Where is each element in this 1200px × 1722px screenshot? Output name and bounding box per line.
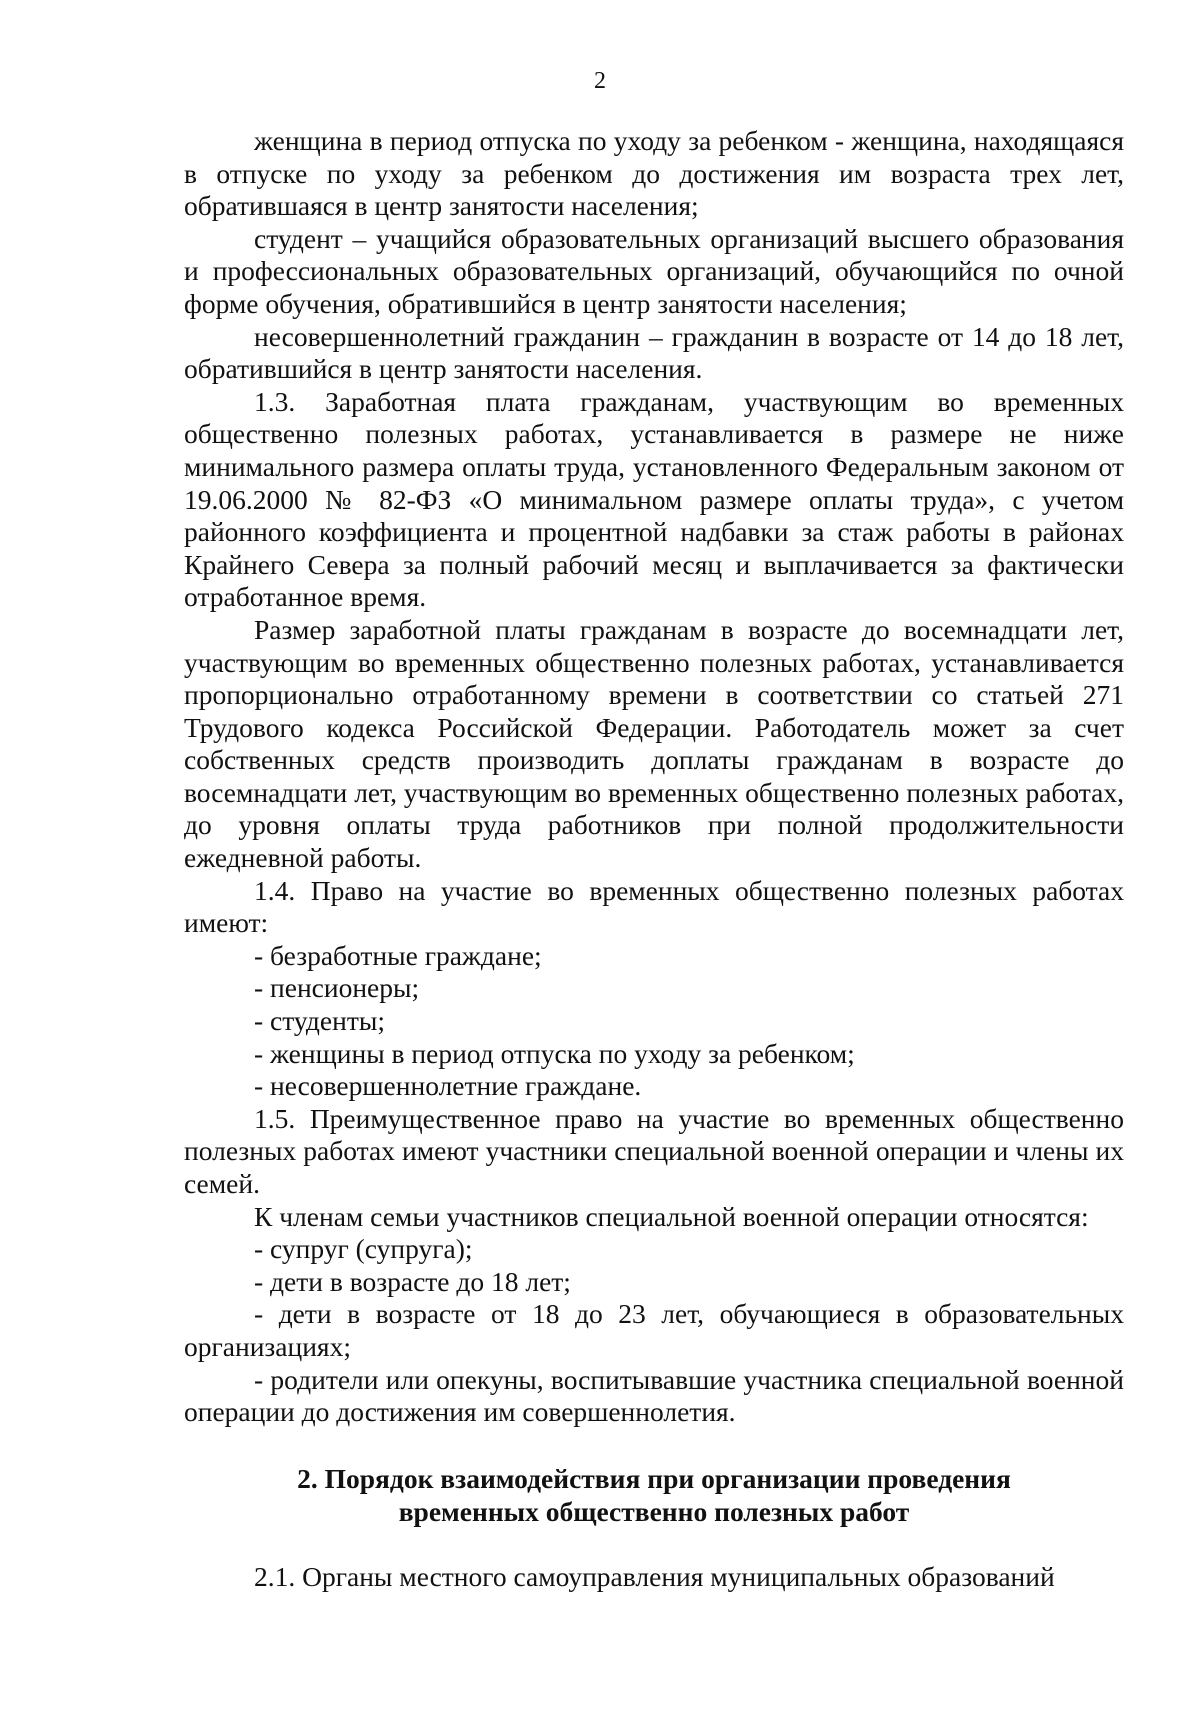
list-item: - безработные граждане; [254,939,542,971]
list-item: - дети в возрасте от 18 до 23 лет, обучающиеся в образовательных организациях; [184,1298,1124,1362]
list-item: - супруг (супруга); [254,1233,473,1265]
document-body [184,125,1124,1593]
paragraph-definition-student: студент – учащийся образовательных организаций высшего образования и профессиональных образовательных организаций, обучающийся по очной форме обучения, обратившийся в центр занятости населения; [184,222,1124,319]
paragraph-wage-minors: Размер заработной платы гражданам в возрасте до восемнадцати лет, участвующим во временных общественно полезных работах, устанавливается пропорционально отработанному времени в соответствии со статьей 271 Трудового кодекса Российской Федерации. Работодатель может за счет собственных средств производить доплаты гражданам в возрасте до восемнадцати лет, участвующим во временных общественно полезных работах, до уровня оплаты труда работников при полной продолжительности ежедневной работы. [184,613,1124,874]
list-item: - родители или опекуны, воспитывавшие участника специальной военной операции до достижения им совершеннолетия. [184,1363,1124,1428]
paragraph-definition-woman: женщина в период отпуска по уходу за ребенком - женщина, находящаяся в отпуске по уходу за ребенком до достижения им возраста трех лет, обратившаяся в центр занятости населения; [184,125,1124,222]
list-item: - несовершеннолетние граждане. [254,1070,642,1102]
list-item: - студенты; [254,1005,385,1037]
list-item: - дети в возрасте до 18 лет; [254,1265,571,1297]
page-number: 2 [594,68,606,94]
section-2-heading-line-1: 2. Порядок взаимодействия при организации проведения [297,1462,1011,1494]
paragraph-1-3: 1.3. Заработная плата гражданам, участвующим во временных общественно полезных работах, устанавливается в размере не ниже минимального размера оплаты труда, установленного Федеральным законом от 19.06.2000 № 82-ФЗ «О минимальном размере оплаты труда», с учетом районного коэффициента и процентной надбавки за стаж работы в районах Крайнего Севера за полный рабочий месяц и выплачивается за фактически отработанное время. [184,385,1124,613]
list-item: - женщины в период отпуска по уходу за ребенком; [254,1037,855,1069]
list-item: - пенсионеры; [254,972,420,1004]
section-2-heading [184,1462,1124,1528]
paragraph-1-5: 1.5. Преимущественное право на участие во временных общественно полезных работах имеют участники специальной военной операции и члены их семей. [184,1102,1124,1199]
paragraph-1-4: 1.4. Право на участие во временных общественно полезных работах имеют: [184,874,1124,939]
paragraph-2-1: 2.1. Органы местного самоуправления муниципальных образований [254,1560,1055,1592]
paragraph-definition-minor: несовершеннолетний гражданин – гражданин в возрасте от 14 до 18 лет, обратившийся в центр занятости населения. [184,320,1124,385]
section-2-heading-line-2: временных общественно полезных работ [398,1495,910,1527]
paragraph-family-members: К членам семьи участников специальной военной операции относятся: [254,1200,1089,1232]
